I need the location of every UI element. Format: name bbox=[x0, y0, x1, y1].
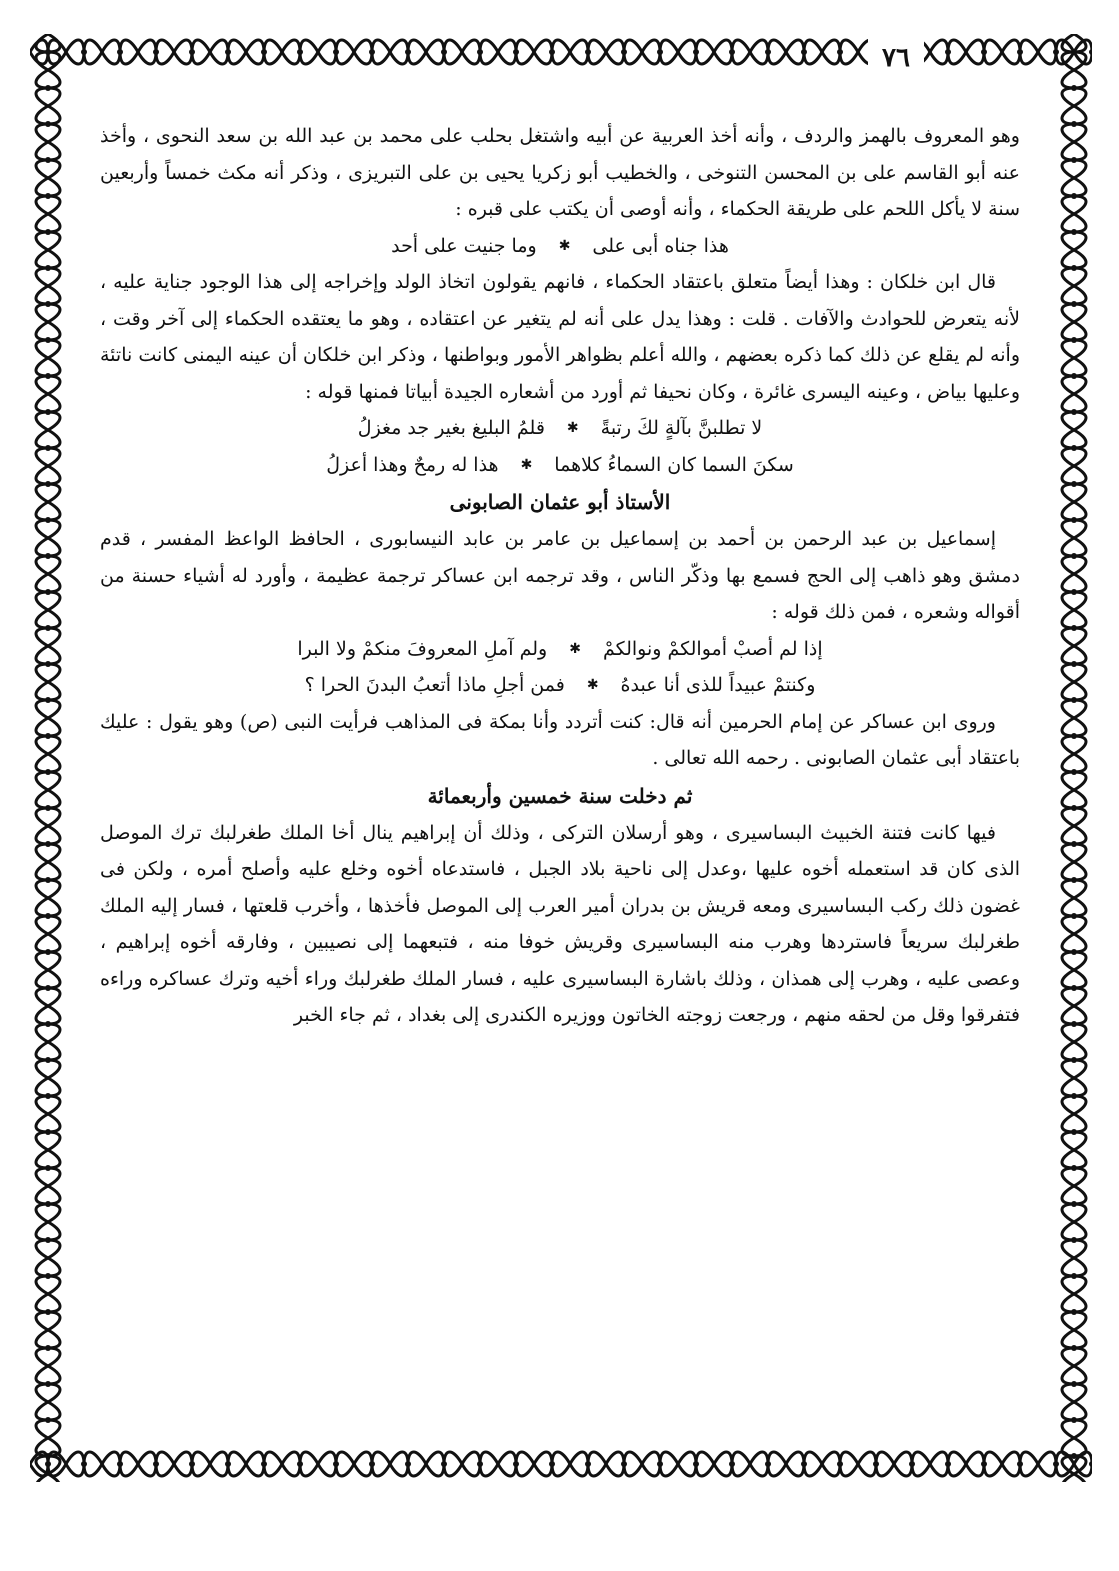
star-separator-icon: ✱ bbox=[558, 237, 571, 254]
poem-verse bbox=[100, 447, 1020, 484]
verse-hemistich: وما جنيت على أحد bbox=[391, 234, 537, 257]
border-left-ornament bbox=[30, 34, 66, 1482]
epitaph-verse bbox=[100, 228, 1020, 265]
section-heading: الأستاذ أبو عثمان الصابونى bbox=[449, 490, 671, 514]
page-body bbox=[100, 118, 1020, 1408]
paragraph-1: وهو المعروف بالهمز والردف ، وأنه أخذ العربية عن أبيه واشتغل بحلب على محمد بن عبد الله بن سعد النحوى ، وأخذ عنه أبو القاسم على بن المحسن التنوخى ، والخطيب أبو زكريا يحيى بن على التبريزى ، وذكر أنه مكث خمساً وأربعين سنة لا يأكل اللحم على طريقة الحكماء ، وأنه أوصى أن يكتب على قبره : bbox=[100, 125, 1020, 220]
poem-verse bbox=[100, 410, 1020, 447]
verse-hemistich: هذا جناه أبى على bbox=[592, 234, 729, 257]
verse-hemistich: قلمُ البليغ بغير جد مغزلُ bbox=[357, 417, 545, 439]
paragraph-4: وروى ابن عساكر عن إمام الحرمين أنه قال: كنت أتردد وأنا بمكة فى المذاهب فرأيت النبى (ص) وهو يقول : عليك باعتقاد أبى عثمان الصابونى . رحمه الله تعالى . bbox=[100, 710, 1020, 769]
star-separator-icon: ✱ bbox=[586, 677, 599, 693]
year-heading: ثم دخلت سنة خمسين وأربعمائة bbox=[427, 783, 693, 808]
paragraph-3: إسماعيل بن عبد الرحمن بن أحمد بن إسماعيل بن عامر بن عابد النيسابورى ، الحافظ الواعظ المفسر ، قدم دمشق وهو ذاهب إلى الحج فسمع بها وذكّر الناس ، وقد ترجمه ابن عساكر ترجمة عظيمة ، وأورد له أشياء حسنة من أقواله وشعره ، فمن ذلك قوله : bbox=[100, 528, 1020, 623]
star-separator-icon: ✱ bbox=[520, 456, 533, 473]
border-right-ornament bbox=[1056, 34, 1092, 1482]
page-number: ٧٦ bbox=[868, 38, 924, 78]
poem-verse bbox=[100, 631, 1020, 668]
poem-verse bbox=[100, 667, 1020, 704]
paragraph-5: فيها كانت فتنة الخبيث البساسيرى ، وهو أرسلان التركى ، وذلك أن إبراهيم ينال أخا الملك طغرلبك ترك الموصل الذى كان قد استعمله أخوه عليها ،وعدل إلى ناحية بلاد الجبل ، فاستدعاه أخوه وخلع عليه وأصلح أمره ، ولكن فى غضون ذلك ركب البساسيرى ومعه قريش بن بدران أمير العرب إلى الموصل فأخذها ، وأخرب قلعتها ، فسار إليه الملك طغرلبك سريعاً فاستردها وهرب منه البساسيرى وقريش خوفا منه ، فتبعهما إلى نصيبين ، وفارقه أخوه إبراهيم ، وعصى عليه ، وهرب إلى همذان ، وذلك باشارة البساسيرى عليه ، فسار الملك طغرلبك وراء أخيه وترك عساكره وراءه فتفرقوا وقل من لحقه منهم ، ورجعت زوجته الخاتون ووزيره الكندرى إلى بغداد ، ثم جاء الخبر bbox=[100, 821, 1020, 1026]
border-top-ornament bbox=[30, 34, 1092, 70]
border-bottom-ornament bbox=[30, 1446, 1092, 1482]
star-separator-icon: ✱ bbox=[569, 640, 581, 657]
verse-hemistich: لا تطلبنَّ بآلةٍ لكَ رتبةً bbox=[600, 417, 763, 439]
verse-hemistich: سكنَ السما كان السماءُ كلاهما bbox=[554, 453, 794, 476]
verse-hemistich: إذا لم أصبْ أموالكمْ ونوالكمْ bbox=[602, 637, 823, 660]
verse-hemistich: هذا له رمحٌ وهذا أعزلُ bbox=[326, 453, 499, 476]
verse-hemistich: فمن أجلِ ماذا أتعبُ البدنَ الحرا ؟ bbox=[304, 674, 565, 696]
star-separator-icon: ✱ bbox=[566, 420, 579, 436]
paragraph-2: قال ابن خلكان : وهذا أيضاً متعلق باعتقاد الحكماء ، فانهم يقولون اتخاذ الولد وإخراجه إلى هذا الوجود جناية عليه ، لأنه يتعرض للحوادث والآفات . قلت : وهذا يدل على أنه لم يتغير عن اعتقاده ، وهو ما يعتقده الحكماء إلى آخر وقت ، وأنه لم يقلع عن ذلك كما ذكره بعضهم ، والله أعلم بظواهر الأمور وبواطنها ، وذكر ابن خلكان أن عينه اليمنى كانت ناتئة وعليها بياض ، وعينه اليسرى غائرة ، وكان نحيفا ثم أورد من أشعاره الجيدة أبياتا فمنها قوله : bbox=[100, 271, 1020, 403]
verse-hemistich: وكنتمْ عبيداً للذى أنا عبدهُ bbox=[620, 674, 816, 696]
verse-hemistich: ولم آملِ المعروفَ منكمْ ولا البرا bbox=[297, 637, 548, 660]
